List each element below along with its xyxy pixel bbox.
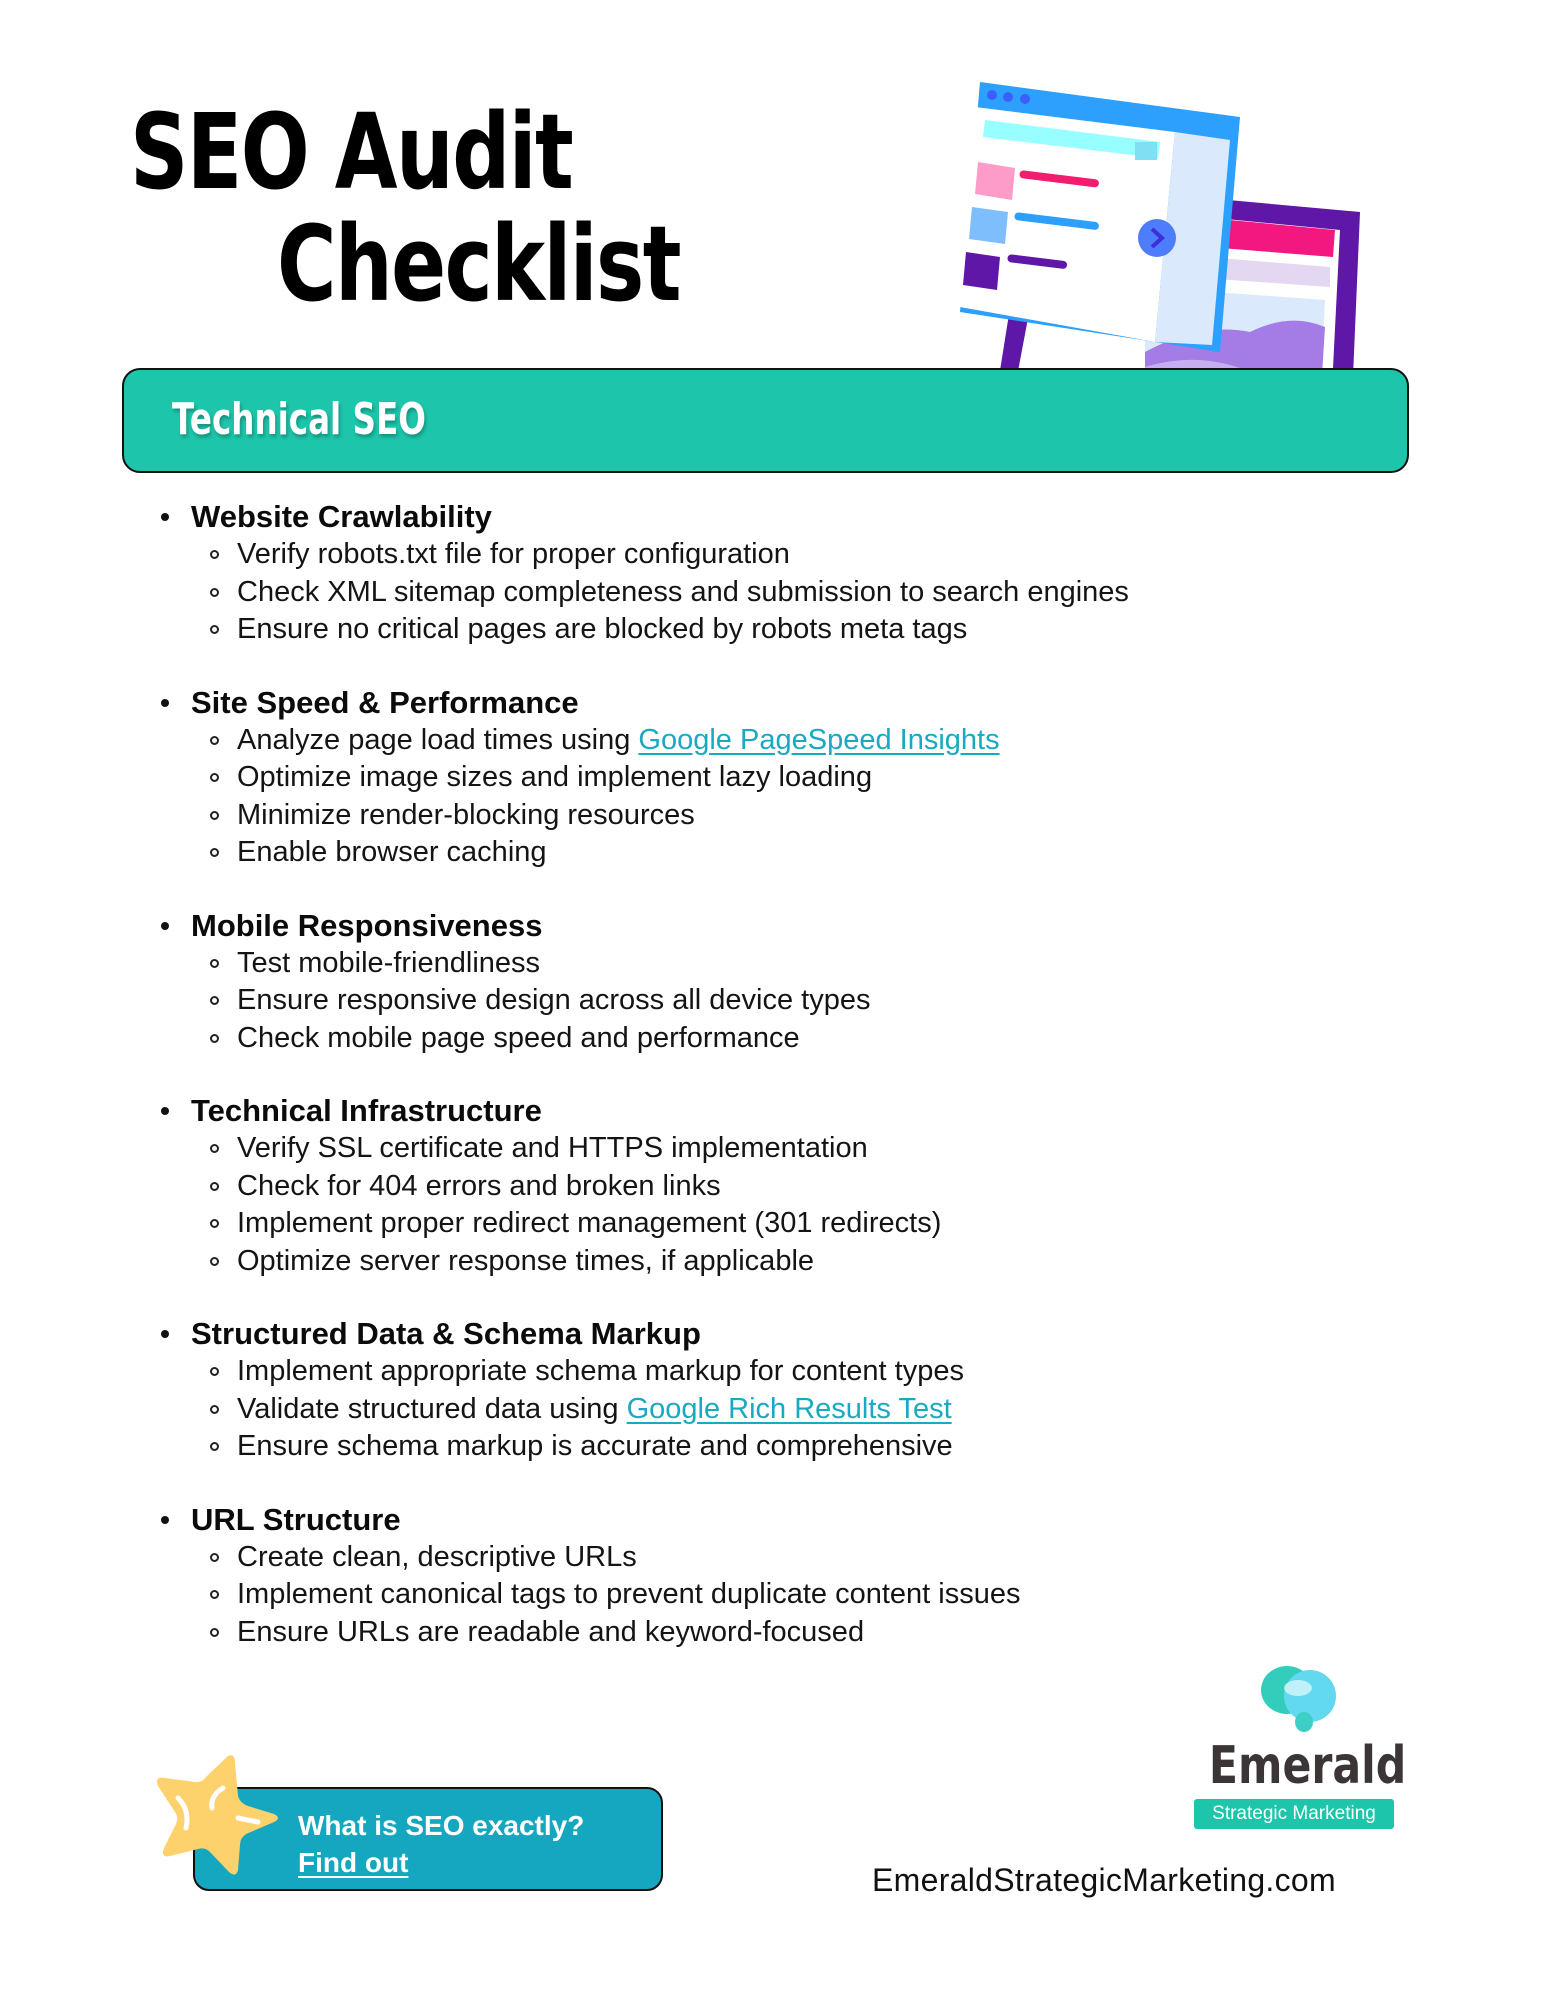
circle-bullet-icon	[210, 1553, 219, 1562]
list-item: Verify robots.txt file for proper configuration	[155, 536, 1405, 574]
checklist-section	[155, 1315, 1405, 1466]
circle-bullet-icon	[210, 1590, 219, 1599]
circle-bullet-icon	[210, 1182, 219, 1191]
section-title: Technical SEO	[172, 394, 426, 445]
pagespeed-insights-link[interactable]: Google PageSpeed Insights	[638, 723, 1000, 756]
list-item: Minimize render-blocking resources	[155, 797, 1405, 835]
logo-wordmark: Emerald	[1208, 1736, 1407, 1796]
cta-question: What is SEO exactly?	[298, 1810, 585, 1841]
bullet-icon	[161, 1330, 169, 1338]
list-item: Implement appropriate schema markup for content types	[155, 1353, 1405, 1391]
list-item: Ensure schema markup is accurate and comprehensive	[155, 1428, 1405, 1466]
bullet-icon	[161, 699, 169, 707]
checklist-section	[155, 498, 1405, 649]
circle-bullet-icon	[210, 1144, 219, 1153]
bullet-icon	[161, 1107, 169, 1115]
website-url[interactable]: EmeraldStrategicMarketing.com	[872, 1862, 1336, 1898]
bullet-icon	[161, 922, 169, 930]
section-heading: URL Structure	[191, 1501, 401, 1537]
circle-bullet-icon	[210, 848, 219, 857]
circle-bullet-icon	[210, 811, 219, 820]
bullet-icon	[161, 513, 169, 521]
section-heading: Mobile Responsiveness	[191, 907, 543, 943]
section-heading: Technical Infrastructure	[191, 1093, 542, 1128]
checklist	[155, 498, 1405, 1686]
section-banner-technical-seo	[122, 368, 1409, 473]
list-item: Ensure URLs are readable and keyword-focused	[155, 1614, 1405, 1652]
star-icon	[150, 1748, 280, 1878]
circle-bullet-icon	[210, 588, 219, 597]
bullet-icon	[161, 1516, 169, 1524]
checklist-section	[155, 907, 1405, 1058]
circle-bullet-icon	[210, 1219, 219, 1228]
list-item: Check for 404 errors and broken links	[155, 1168, 1405, 1206]
rich-results-test-link[interactable]: Google Rich Results Test	[626, 1392, 952, 1425]
circle-bullet-icon	[210, 773, 219, 782]
list-item: Optimize image sizes and implement lazy loading	[155, 759, 1405, 797]
circle-bullet-icon	[210, 1405, 219, 1414]
circle-bullet-icon	[210, 1442, 219, 1451]
checklist-section	[155, 1092, 1405, 1280]
section-heading: Website Crawlability	[191, 499, 492, 534]
list-item: Ensure no critical pages are blocked by robots meta tags	[155, 611, 1405, 649]
circle-bullet-icon	[210, 550, 219, 559]
list-item: Create clean, descriptive URLs	[155, 1539, 1405, 1577]
circle-bullet-icon	[210, 736, 219, 745]
brain-knot-icon	[1252, 1660, 1342, 1736]
list-item: Ensure responsive design across all device types	[155, 982, 1405, 1020]
circle-bullet-icon	[210, 1628, 219, 1637]
emerald-logo	[1190, 1660, 1407, 1830]
list-item: Analyze page load times using Google PageSpeed Insights	[155, 722, 1405, 760]
list-item: Test mobile-friendliness	[155, 945, 1405, 983]
list-item: Enable browser caching	[155, 834, 1405, 872]
circle-bullet-icon	[210, 959, 219, 968]
list-item: Implement canonical tags to prevent duplicate content issues	[155, 1576, 1405, 1614]
list-item: Implement proper redirect management (301 redirects)	[155, 1205, 1405, 1243]
section-heading: Site Speed & Performance	[191, 684, 579, 720]
checklist-section	[155, 684, 1405, 872]
list-item: Validate structured data using Google Rich Results Test	[155, 1391, 1405, 1429]
list-item: Check mobile page speed and performance	[155, 1020, 1405, 1058]
list-item: Check XML sitemap completeness and submission to search engines	[155, 574, 1405, 612]
circle-bullet-icon	[210, 1257, 219, 1266]
find-out-link[interactable]: Find out	[298, 1847, 409, 1878]
circle-bullet-icon	[210, 625, 219, 634]
circle-bullet-icon	[210, 1034, 219, 1043]
page-title-line-2: Checklist	[277, 203, 680, 325]
list-item: Verify SSL certificate and HTTPS implementation	[155, 1130, 1405, 1168]
checklist-section	[155, 1501, 1405, 1652]
page-title-line-1: SEO Audit	[130, 91, 573, 213]
section-heading: Structured Data & Schema Markup	[191, 1316, 701, 1351]
circle-bullet-icon	[210, 1367, 219, 1376]
circle-bullet-icon	[210, 996, 219, 1005]
logo-tagline: Strategic Marketing	[1194, 1799, 1394, 1829]
list-item: Optimize server response times, if applicable	[155, 1243, 1405, 1281]
